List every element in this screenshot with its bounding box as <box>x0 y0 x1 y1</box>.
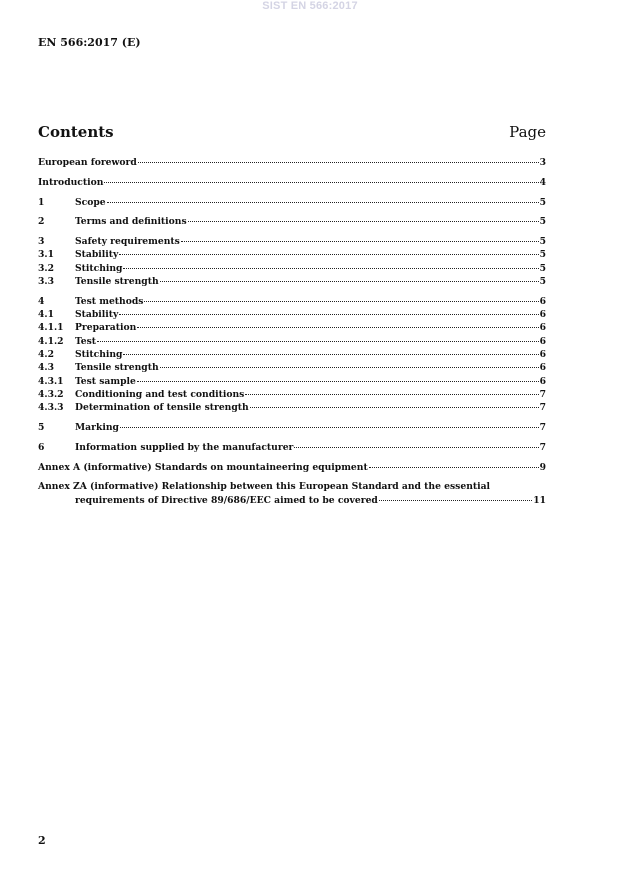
toc-title-line2-row <box>38 495 546 508</box>
dot-leader <box>104 182 538 183</box>
toc-number: 4 <box>38 295 45 307</box>
dot-leader <box>181 241 539 242</box>
toc-title: Terms and definitions <box>75 216 187 228</box>
toc-number: 4.3.1 <box>38 375 64 387</box>
toc-title: Safety requirements <box>75 236 180 248</box>
toc-entry-terms-and-definitions[interactable] <box>38 216 546 229</box>
dot-leader <box>379 500 532 501</box>
toc-title: Test methods <box>75 295 144 307</box>
dot-leader <box>137 381 539 382</box>
toc-number: 6 <box>38 441 45 453</box>
toc-entry-introduction[interactable] <box>38 177 546 190</box>
toc-title: Stability <box>75 309 119 321</box>
toc-entry-stitching[interactable] <box>38 349 546 362</box>
toc-title: Test sample <box>75 375 136 387</box>
toc-entry-determination[interactable] <box>38 402 546 415</box>
toc-number: 2 <box>38 216 45 228</box>
toc-title: European foreword <box>38 157 137 168</box>
toc-entry-marking[interactable] <box>38 422 546 435</box>
toc-page: 4 <box>539 176 546 188</box>
toc-title: Stitching <box>75 262 123 274</box>
toc-entry-tensile-strength[interactable] <box>38 276 546 289</box>
dot-leader <box>123 268 538 269</box>
toc-entry-european-foreword[interactable] <box>38 157 546 170</box>
toc-page: 7 <box>539 422 546 434</box>
toc-title: Tensile strength <box>75 276 159 288</box>
toc-page: 6 <box>539 322 546 334</box>
page-number: 2 <box>38 834 46 847</box>
watermark: SIST EN 566:2017 <box>262 0 358 12</box>
toc-number: 3.3 <box>38 276 54 288</box>
toc-page: 6 <box>539 295 546 307</box>
dot-leader <box>137 327 538 328</box>
toc-page: 5 <box>539 262 546 274</box>
toc-title: Tensile strength <box>75 362 159 374</box>
dot-leader <box>188 221 539 222</box>
dot-leader <box>107 202 539 203</box>
toc-page: 6 <box>539 335 546 347</box>
toc-title: Preparation <box>75 322 137 334</box>
toc-entry-test[interactable] <box>38 336 546 349</box>
toc-title: Introduction <box>38 176 104 188</box>
toc-number: 4.1.2 <box>38 335 64 347</box>
toc-title: Marking <box>75 422 119 434</box>
toc-number: 4.1.1 <box>38 322 64 334</box>
toc-title: Stitching <box>75 349 123 361</box>
dot-leader <box>138 162 539 163</box>
toc-number: 5 <box>38 422 45 434</box>
dot-leader <box>119 254 538 255</box>
toc-entry-tensile-strength[interactable] <box>38 362 546 375</box>
toc-entry-safety-requirements[interactable] <box>38 236 546 249</box>
toc-page: 7 <box>539 388 546 400</box>
table-of-contents <box>38 157 546 508</box>
toc-entry-stitching[interactable] <box>38 263 546 276</box>
dot-leader <box>119 314 538 315</box>
toc-number: 4.3 <box>38 362 54 374</box>
toc-entry-scope[interactable] <box>38 197 546 210</box>
toc-title: Determination of tensile strength <box>75 402 249 414</box>
toc-page: 6 <box>539 375 546 387</box>
toc-title: Conditioning and test conditions <box>75 388 245 400</box>
toc-title: Information supplied by the manufacturer <box>75 441 294 453</box>
toc-entry-test-sample[interactable] <box>38 376 546 389</box>
dot-leader <box>144 301 538 302</box>
toc-number: 3.2 <box>38 262 54 274</box>
toc-entry-test-methods[interactable] <box>38 296 546 309</box>
toc-title-line1: Annex ZA (informative) Relationship between this European Standard and the essential <box>38 481 491 493</box>
toc-page: 5 <box>539 276 546 288</box>
toc-page: 3 <box>539 157 546 168</box>
toc-title: Annex A (informative) Standards on mountaineering equipment <box>38 461 368 473</box>
toc-title: Stability <box>75 249 119 261</box>
dot-leader <box>294 447 538 448</box>
dot-leader <box>160 281 539 282</box>
toc-title: Scope <box>75 196 106 208</box>
dot-leader <box>369 467 539 468</box>
toc-number: 3.1 <box>38 249 54 261</box>
toc-page: 7 <box>539 441 546 453</box>
toc-entry-annex-a[interactable] <box>38 462 546 475</box>
toc-title: Test <box>75 335 97 347</box>
toc-entry-annex-za[interactable] <box>38 481 546 508</box>
dot-leader <box>245 394 538 395</box>
toc-number: 1 <box>38 196 45 208</box>
toc-page: 11 <box>533 494 546 506</box>
toc-number: 4.2 <box>38 349 54 361</box>
toc-number: 4.3.3 <box>38 402 64 414</box>
dot-leader <box>97 341 539 342</box>
toc-page: 6 <box>539 349 546 361</box>
toc-entry-information-supplied[interactable] <box>38 442 546 455</box>
toc-number: 4.3.2 <box>38 388 64 400</box>
toc-title-line2: requirements of Directive 89/686/EEC aimed to be covered <box>75 494 378 506</box>
dot-leader <box>160 367 539 368</box>
toc-entry-preparation[interactable] <box>38 322 546 335</box>
toc-page: 7 <box>539 402 546 414</box>
toc-page: 9 <box>539 461 546 473</box>
toc-page: 5 <box>539 216 546 228</box>
dot-leader <box>120 427 539 428</box>
toc-entry-stability[interactable] <box>38 309 546 322</box>
toc-page: 6 <box>539 309 546 321</box>
dot-leader <box>123 354 538 355</box>
toc-entry-conditioning[interactable] <box>38 389 546 402</box>
contents-heading: Contents <box>38 123 114 141</box>
toc-number: 4.1 <box>38 309 54 321</box>
toc-number: 3 <box>38 236 45 248</box>
page-column-heading: Page <box>509 123 546 141</box>
toc-page: 5 <box>539 196 546 208</box>
toc-page: 5 <box>539 249 546 261</box>
toc-page: 6 <box>539 362 546 374</box>
toc-entry-stability[interactable] <box>38 249 546 262</box>
document-id: EN 566:2017 (E) <box>38 36 141 49</box>
toc-page: 5 <box>539 236 546 248</box>
dot-leader <box>250 407 539 408</box>
